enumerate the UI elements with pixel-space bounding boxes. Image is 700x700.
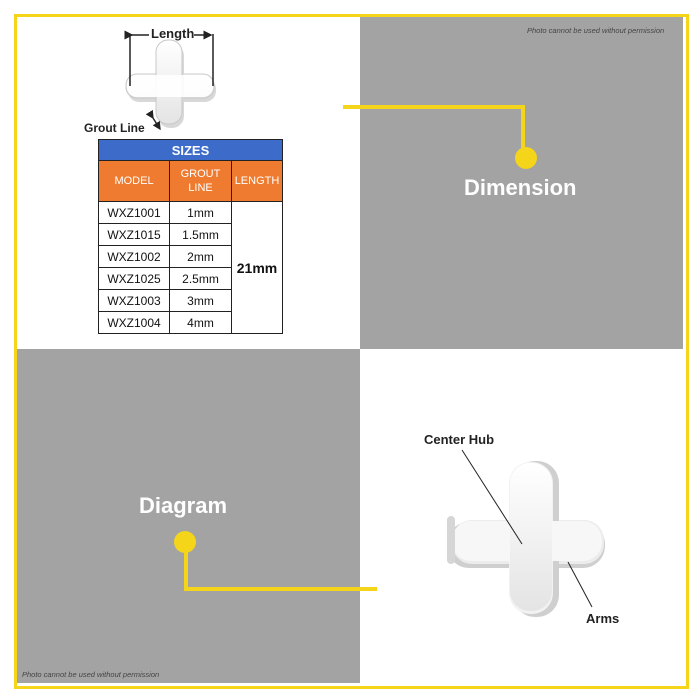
model-cell: WXZ1015 [99, 224, 170, 246]
model-cell: WXZ1003 [99, 290, 170, 312]
grout-cell: 1mm [170, 202, 232, 224]
model-cell: WXZ1004 [99, 312, 170, 334]
permission-notice-top: Photo cannot be used without permission [527, 26, 665, 35]
length-value: 21mm [232, 202, 283, 334]
sizes-table [98, 139, 283, 334]
arms-label: Arms [586, 611, 620, 626]
sizes-table-title: SIZES [99, 140, 283, 161]
permission-notice-bottom: Photo cannot be used without permission [22, 670, 160, 679]
model-cell: WXZ1002 [99, 246, 170, 268]
dimension-label: Dimension [464, 175, 577, 200]
diagram-label: Diagram [139, 493, 228, 518]
grout-cell: 4mm [170, 312, 232, 334]
large-spacer-illustration [447, 461, 605, 617]
arms-callout-line [568, 562, 592, 607]
column-header-model: MODEL [99, 161, 170, 202]
small-spacer-icon [126, 40, 216, 128]
table-row [99, 202, 283, 224]
model-cell: WXZ1001 [99, 202, 170, 224]
grout-cell: 1.5mm [170, 224, 232, 246]
column-header-length: LENGTH [232, 161, 283, 202]
grout-cell: 3mm [170, 290, 232, 312]
center-hub-label: Center Hub [424, 432, 495, 447]
grout-line-label: Grout Line [84, 121, 145, 135]
dimension-connector [343, 107, 537, 169]
grout-cell: 2.5mm [170, 268, 232, 290]
length-label: Length [151, 26, 195, 41]
column-header-grout-line: GROUT LINE [170, 161, 232, 202]
model-cell: WXZ1025 [99, 268, 170, 290]
grout-cell: 2mm [170, 246, 232, 268]
diagram-connector [174, 531, 377, 589]
